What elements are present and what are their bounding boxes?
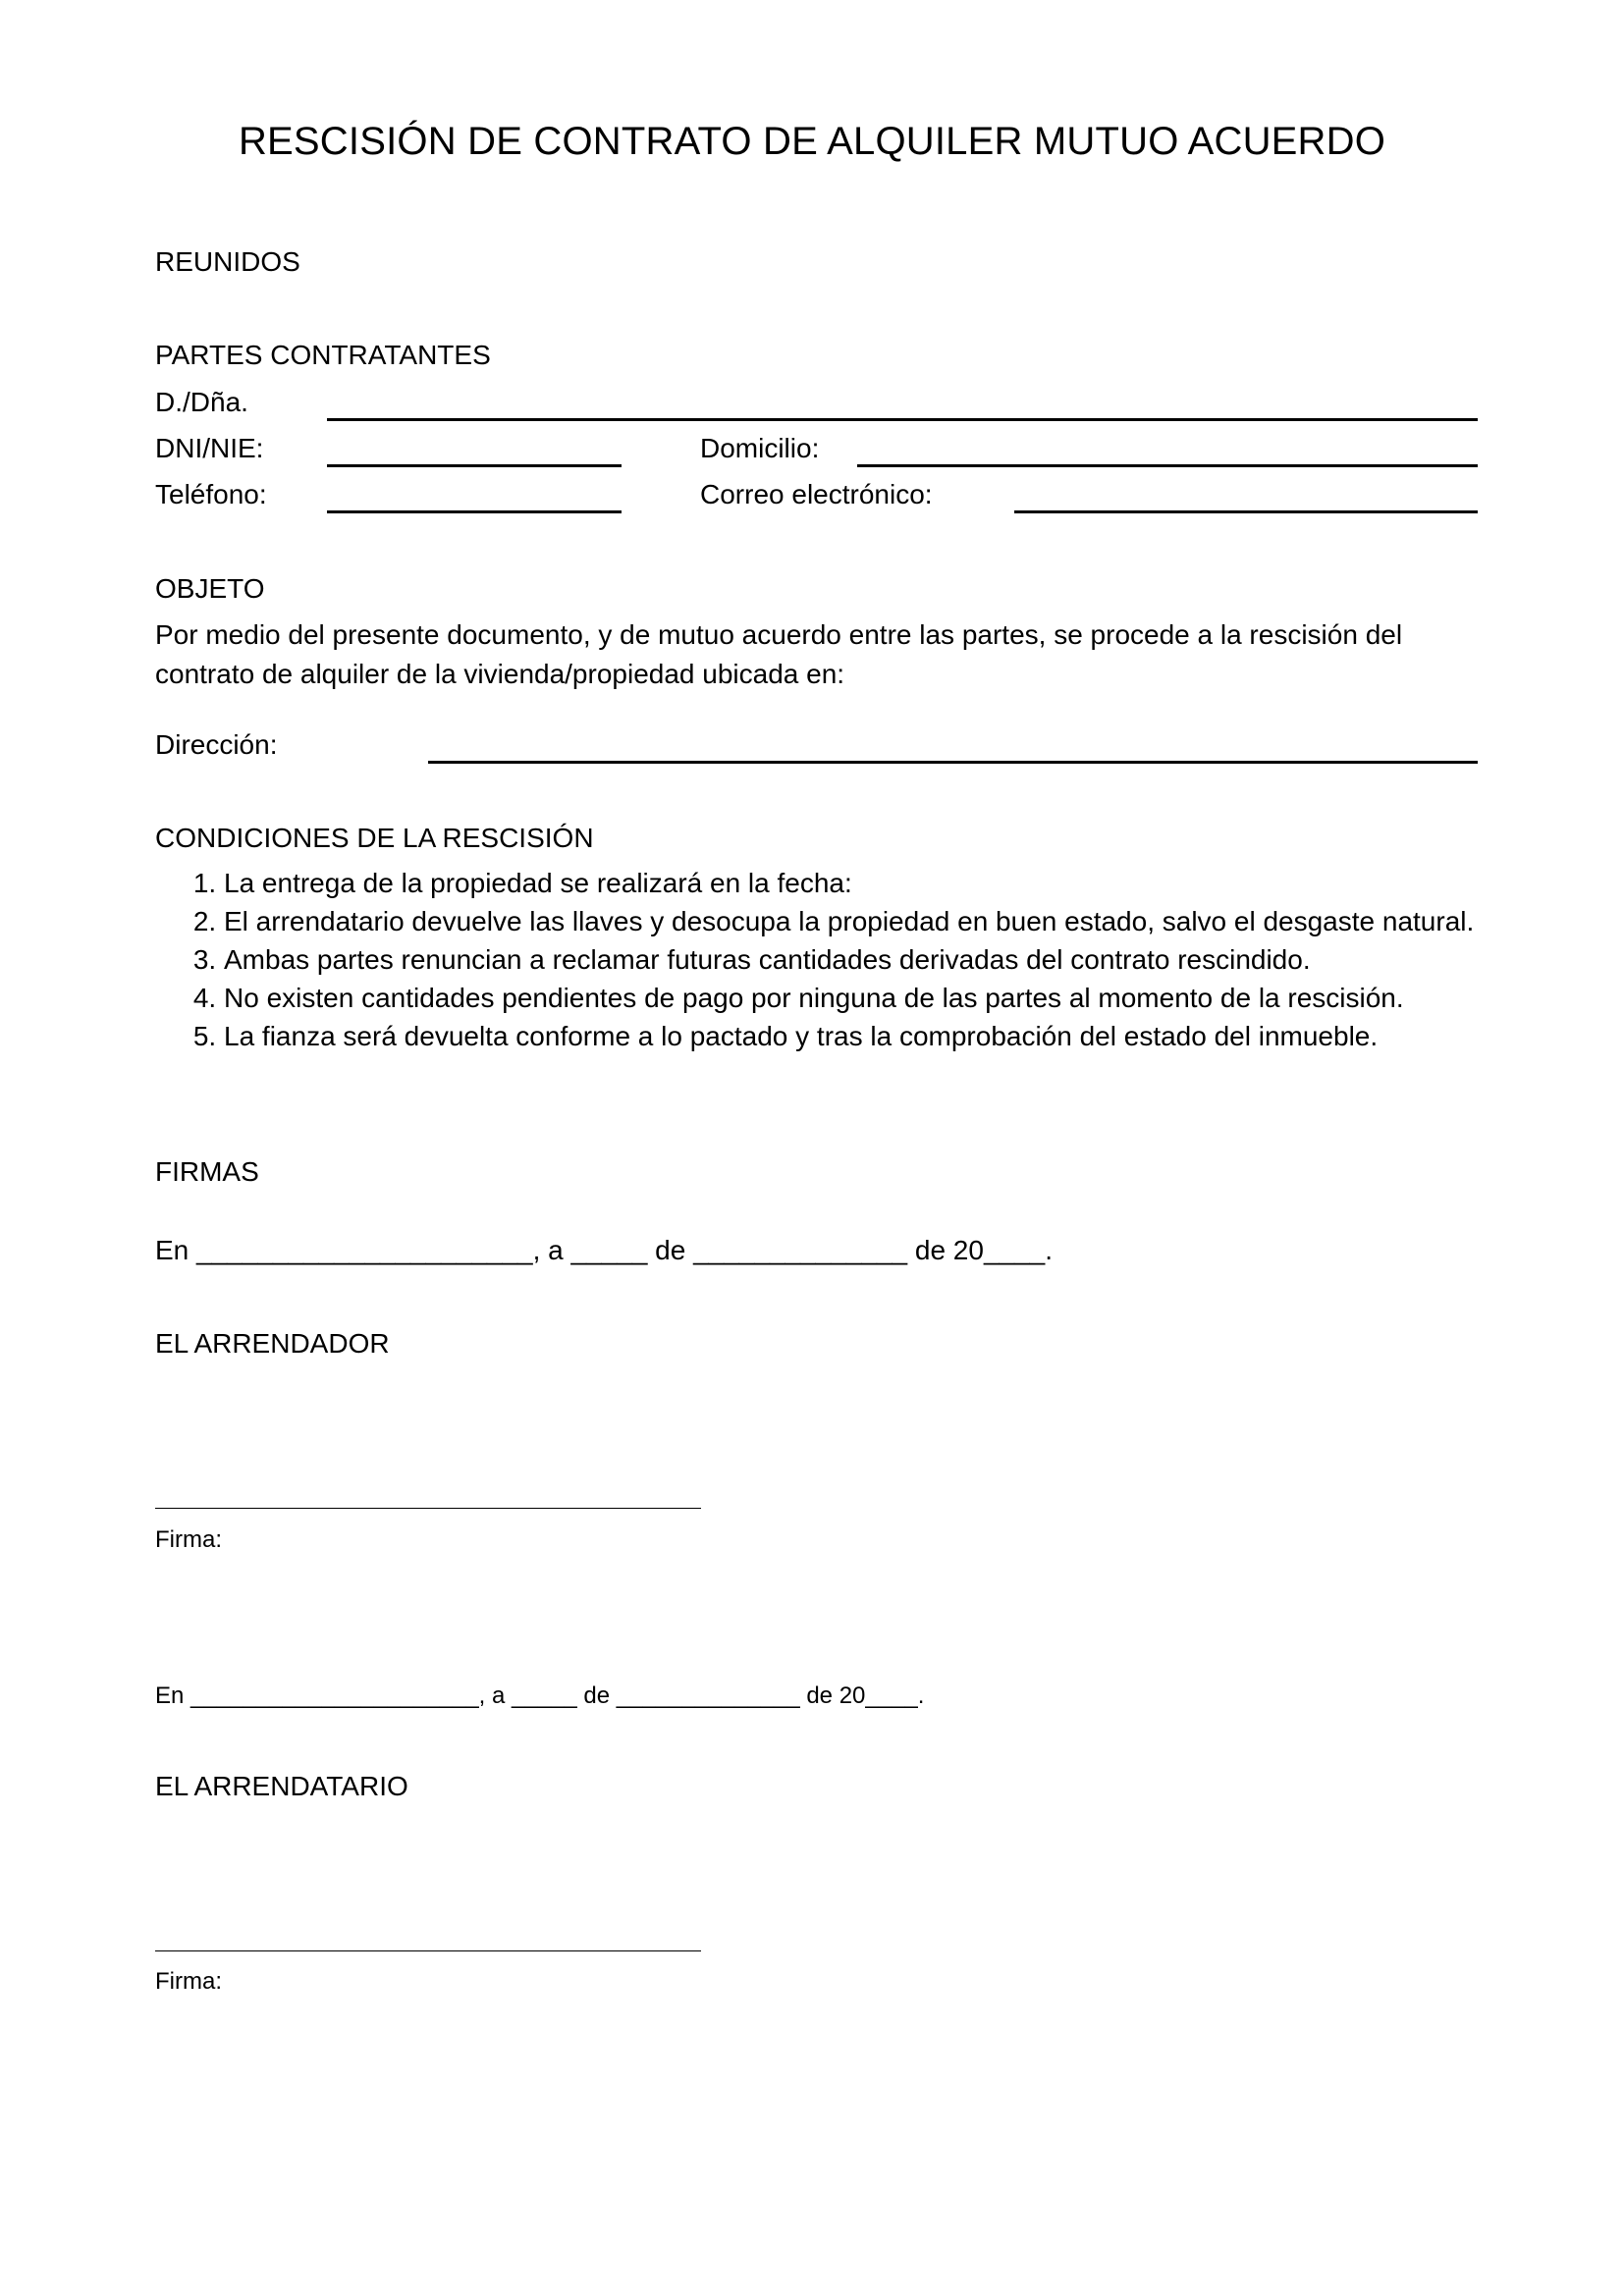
correo-label: Correo electrónico: xyxy=(700,479,933,509)
name-label: D./Dña. xyxy=(155,387,248,417)
firmas-heading: FIRMAS xyxy=(155,1156,259,1187)
condicion-item-2: 2. El arrendatario devuelve las llaves y desocupa la propiedad en buen estado, salvo el desgaste natural. xyxy=(224,902,1598,940)
place-date-line-2[interactable]: En ______________________, a _____ de ______________ de 20____. xyxy=(155,1682,925,1709)
arrendatario-signature-line[interactable] xyxy=(155,1950,701,1951)
domicilio-field-line[interactable] xyxy=(857,464,1478,467)
telefono-field-line[interactable] xyxy=(327,510,622,513)
condicion-item-3: 3. Ambas partes renuncian a reclamar futuras cantidades derivadas del contrato rescindido. xyxy=(224,940,1598,979)
condicion-item-1: 1. La entrega de la propiedad se realizará en la fecha: xyxy=(224,864,1598,902)
document-title: RESCISIÓN DE CONTRATO DE ALQUILER MUTUO ACUERDO xyxy=(238,120,1386,163)
place-date-line-1[interactable]: En ______________________, a _____ de ______________ de 20____. xyxy=(155,1235,1054,1265)
firma-label-arrendador: Firma: xyxy=(155,1526,222,1553)
name-field-line[interactable] xyxy=(327,418,1478,421)
objeto-text: Por medio del presente documento, y de mutuo acuerdo entre las partes, se procede a la rescisión del contrato de alquiler de la vivienda/propiedad ubicada en: xyxy=(155,619,1403,689)
direccion-label: Dirección: xyxy=(155,729,278,760)
condicion-item-4: 4. No existen cantidades pendientes de pago por ninguna de las partes al momento de la rescisión. xyxy=(224,979,1598,1017)
firma-label-arrendatario: Firma: xyxy=(155,1968,222,1995)
condiciones-list xyxy=(155,864,1598,1055)
condiciones-heading: CONDICIONES DE LA RESCISIÓN xyxy=(155,823,594,853)
dni-field-line[interactable] xyxy=(327,464,622,467)
condicion-item-5: 5. La fianza será devuelta conforme a lo pactado y tras la comprobación del estado del inmueble. xyxy=(224,1017,1598,1055)
telefono-label: Teléfono: xyxy=(155,479,267,509)
reunidos-heading: REUNIDOS xyxy=(155,246,300,277)
direccion-field-line[interactable] xyxy=(428,761,1478,764)
dni-label: DNI/NIE: xyxy=(155,433,264,463)
partes-heading: PARTES CONTRATANTES xyxy=(155,340,491,370)
objeto-heading: OBJETO xyxy=(155,573,265,604)
arrendador-signature-line[interactable] xyxy=(155,1508,701,1509)
arrendatario-heading: EL ARRENDATARIO xyxy=(155,1771,408,1801)
correo-field-line[interactable] xyxy=(1014,510,1478,513)
arrendador-heading: EL ARRENDADOR xyxy=(155,1328,390,1359)
domicilio-label: Domicilio: xyxy=(700,433,820,463)
